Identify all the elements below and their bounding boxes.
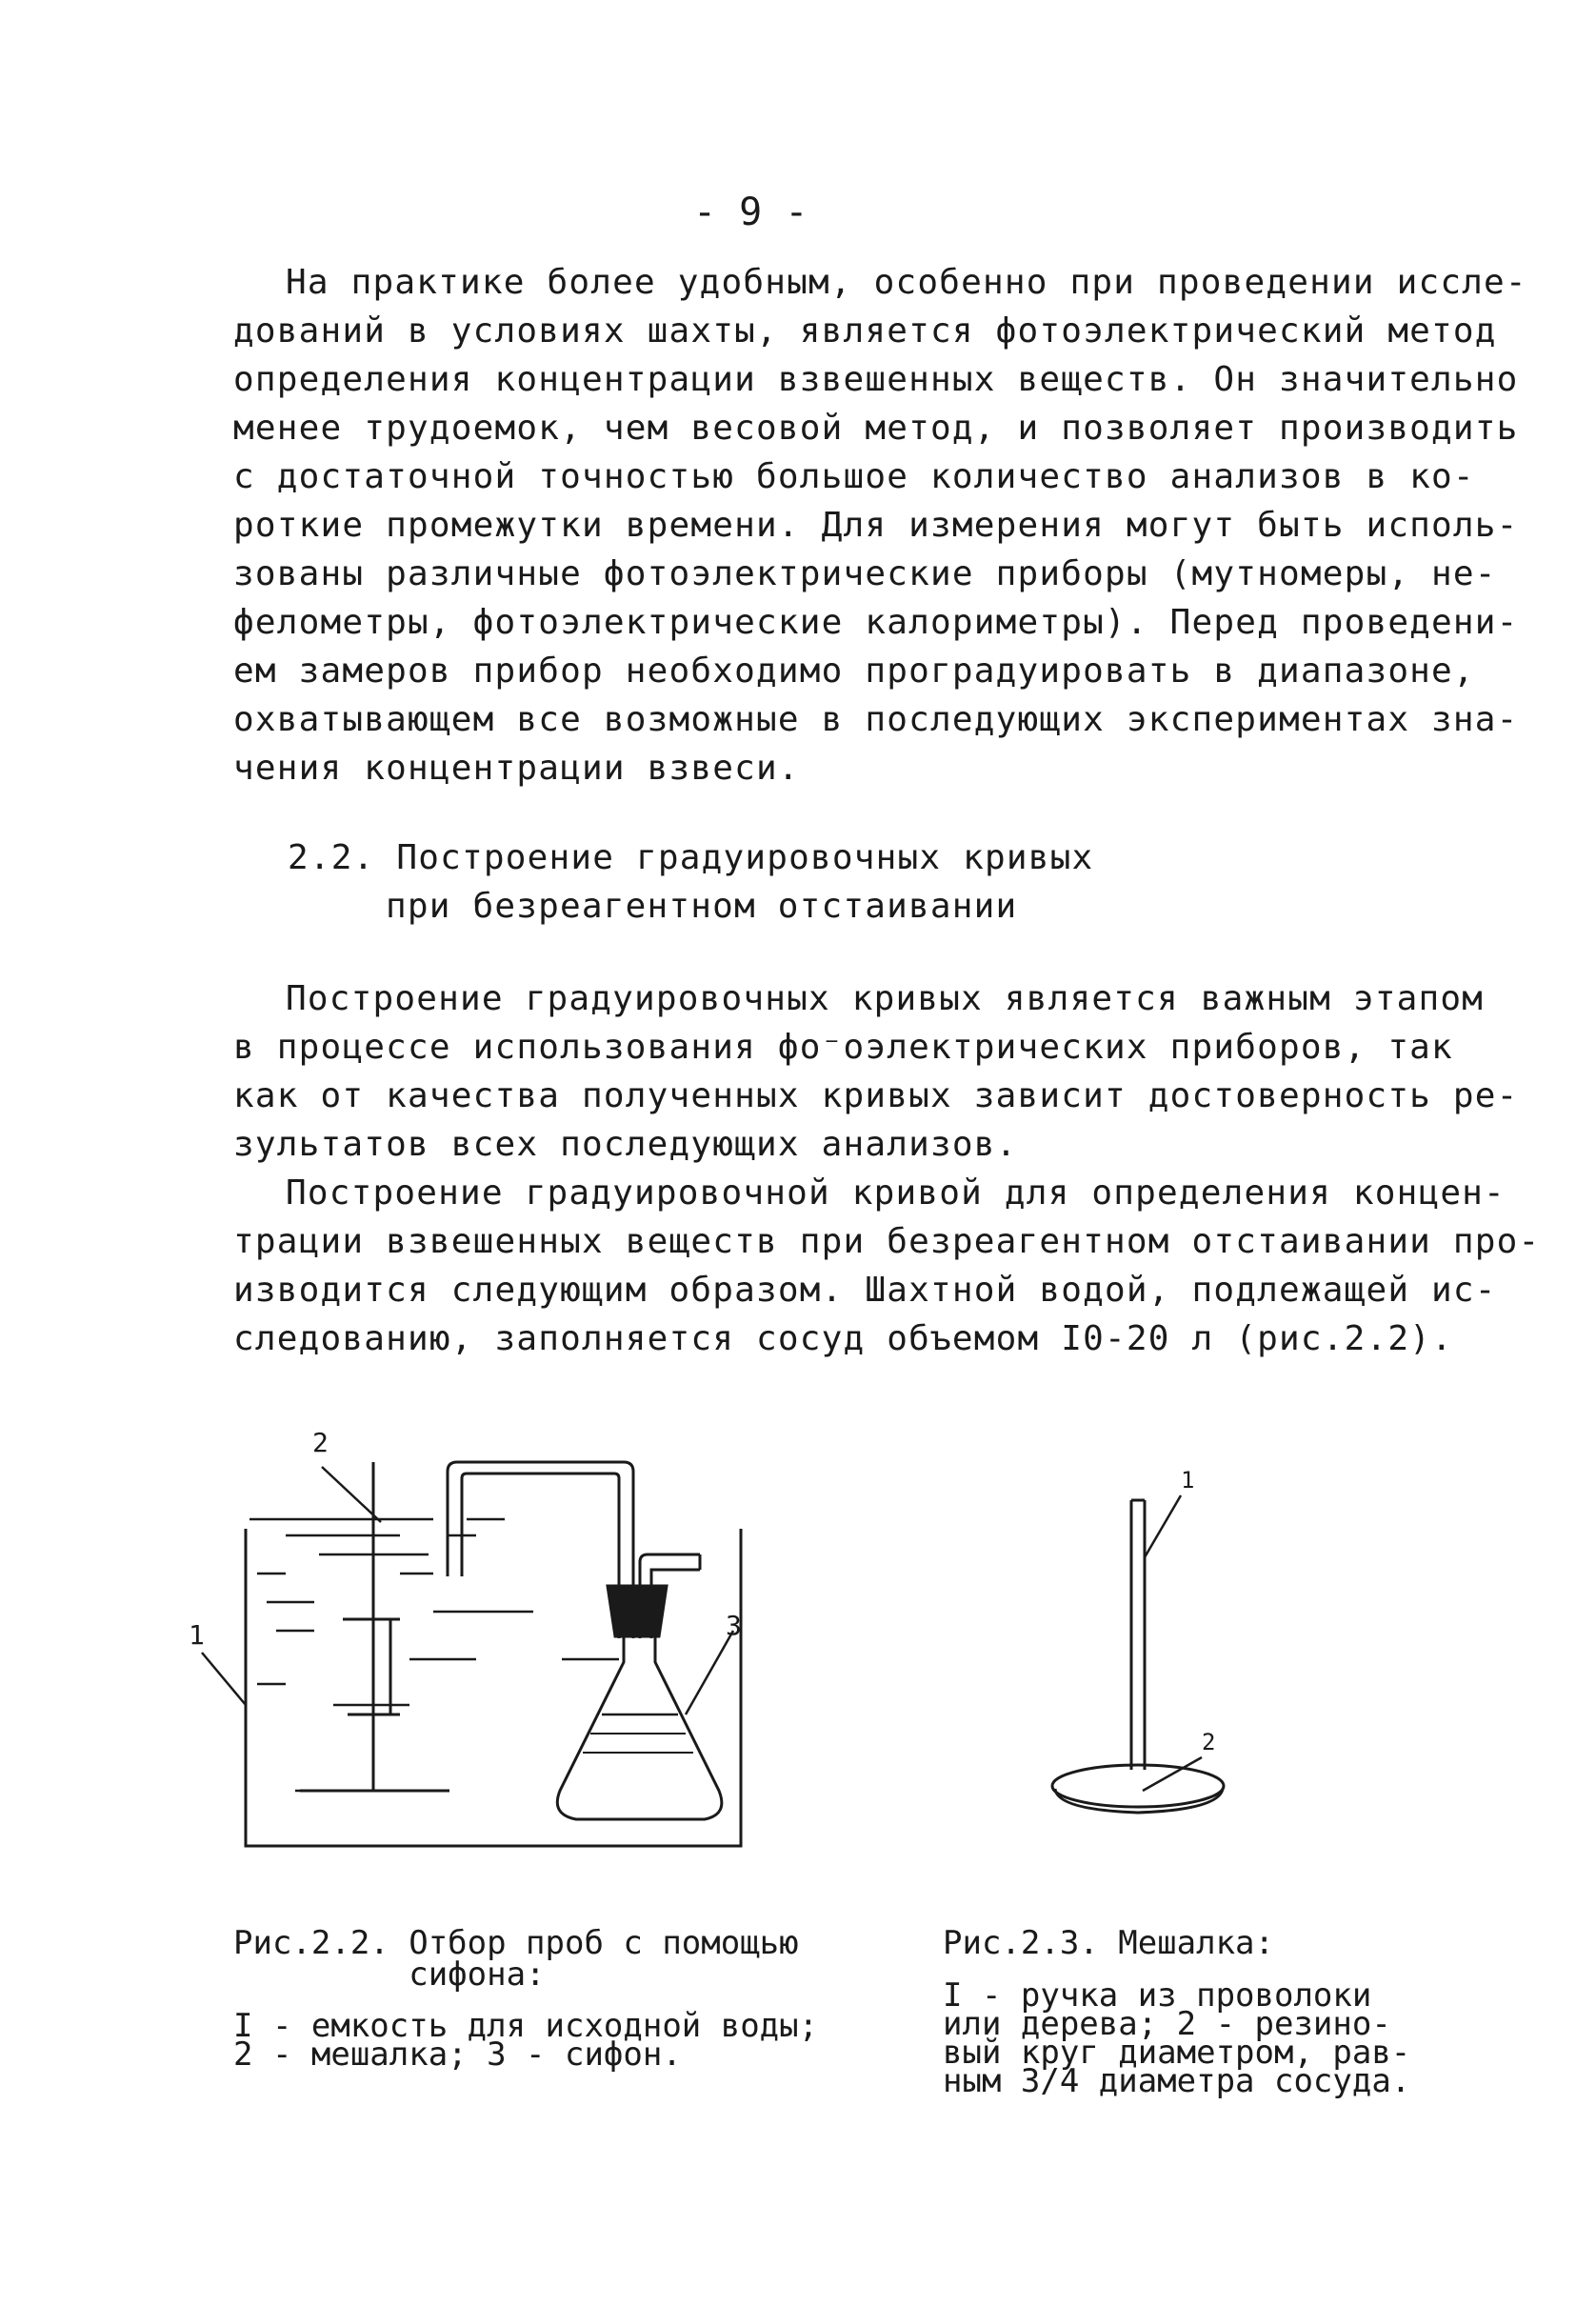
- text-line: дований в условиях шахты, является фотоэлектрический метод: [233, 311, 1497, 351]
- text-line: Построение градуировочных кривых является важным этапом: [286, 979, 1485, 1018]
- caption-line: ным 3/4 диаметра сосуда.: [943, 2062, 1411, 2100]
- section-heading-line: при безреагентном отстаивании: [386, 887, 1018, 926]
- page-number: - 9 -: [693, 190, 808, 234]
- text-line: охватывающем все возможные в последующих экспериментах зна-: [233, 700, 1519, 739]
- figure-2-3-label-2: 2: [1202, 1729, 1216, 1755]
- water-lines: [249, 1519, 619, 1791]
- caption-line: или дерева; 2 - резино-: [943, 2005, 1391, 2043]
- conical-flask: [557, 1636, 722, 1819]
- stirrer-handle: [1131, 1500, 1145, 1770]
- section-heading-line: 2.2. Построение градуировочных кривых: [288, 838, 1094, 877]
- text-line: с достаточной точностью большое количество анализов в ко-: [233, 457, 1475, 496]
- siphon-sampling-diagram: [202, 1462, 741, 1846]
- text-line: чения концентрации взвеси.: [233, 749, 800, 788]
- caption-line: I - ручка из проволоки: [943, 1976, 1372, 2015]
- text-line: трации взвешенных веществ при безреагентном отстаивании про-: [233, 1222, 1541, 1261]
- text-line: Построение градуировочной кривой для определения концен-: [286, 1173, 1506, 1213]
- caption-line: вый круг диаметром, рав-: [943, 2034, 1411, 2072]
- text-line: На практике более удобным, особенно при проведении иссле-: [286, 263, 1527, 302]
- text-line: определения концентрации взвешенных веществ. Он значительно: [233, 360, 1519, 399]
- text-line: зультатов всех последующих анализов.: [233, 1125, 1018, 1164]
- text-line: менее трудоемок, чем весовой метод, и позволяет производить: [233, 409, 1519, 448]
- caption-line: 2 - мешалка; 3 - сифон.: [233, 2035, 682, 2074]
- caption-line: I - емкость для исходной воды;: [233, 2007, 819, 2045]
- text-line: фелометры, фотоэлектрические калориметры). Перед проведени-: [233, 603, 1519, 642]
- text-line: в процессе использования фо⁻оэлектрических приборов, так: [233, 1028, 1453, 1067]
- caption-line: Рис.2.3. Мешалка:: [943, 1924, 1274, 1962]
- rubber-disk: [1052, 1765, 1224, 1807]
- stirrer-diagram: [1052, 1495, 1224, 1813]
- flask-stopper: [608, 1586, 667, 1636]
- figure-2-2-label-2: 2: [312, 1427, 329, 1458]
- text-line: как от качества полученных кривых зависит достоверность ре-: [233, 1076, 1519, 1115]
- figure-2-2-label-1: 1: [189, 1619, 205, 1651]
- figure-2-3-label-1: 1: [1181, 1467, 1195, 1494]
- text-line: изводится следующим образом. Шахтной водой, подлежащей ис-: [233, 1271, 1497, 1310]
- text-line: зованы различные фотоэлектрические приборы (мутномеры, не-: [233, 554, 1497, 593]
- figure-2-2-label-3: 3: [726, 1610, 742, 1641]
- caption-line: Рис.2.2. Отбор проб с помощью: [233, 1924, 799, 1962]
- text-line: следованию, заполняется сосуд объемом I0-20 л (рис.2.2).: [233, 1319, 1453, 1358]
- text-line: ем замеров прибор необходимо проградуировать в диапазоне,: [233, 652, 1475, 691]
- caption-line: сифона:: [233, 1955, 546, 1994]
- text-line: роткие промежутки времени. Для измерения могут быть исполь-: [233, 506, 1519, 545]
